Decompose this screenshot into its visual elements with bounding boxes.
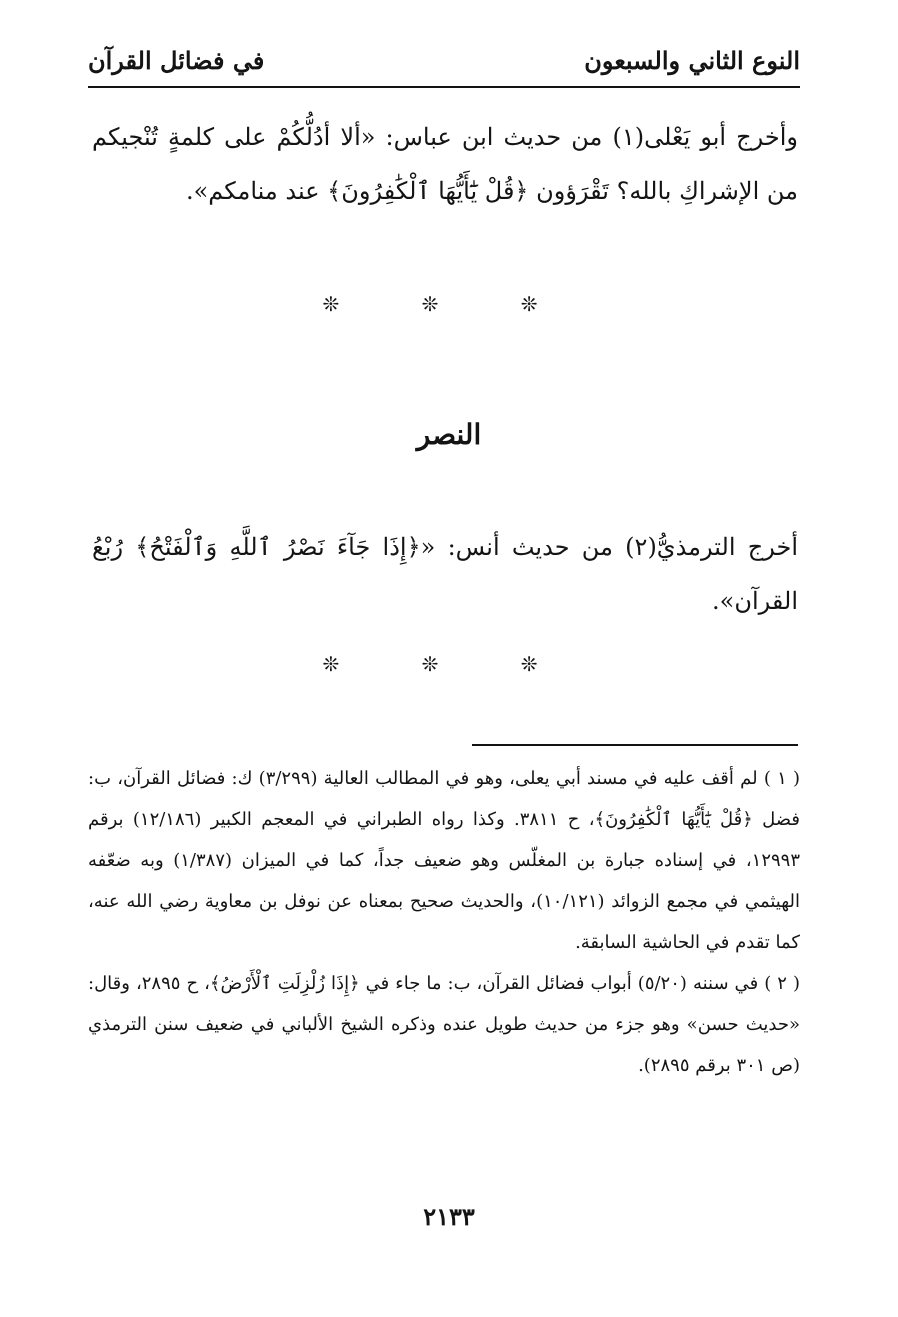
header-book-title: في فضائل القرآن: [88, 46, 265, 75]
running-header: [88, 40, 800, 88]
page-number: ٢١٣٣: [423, 1202, 475, 1231]
footnote-2-text: في سننه (٥/٢٠) أبواب فضائل القرآن، ب: ما جاء في ﴿إِذَا زُلْزِلَتِ ٱلْأَرْضُ﴾، ح ٢٨٩٥، وقال: «حديث حسن» وهو جزء من حديث طويل عنده وذكره الشيخ الألباني في ضعيف سنن الترمذي (ص ٣٠١ برقم ٢٨٩٥).: [88, 973, 800, 1076]
footnote-1-number: ( ١ ): [763, 768, 800, 789]
paragraph-abu-yala: وأخرج أبو يَعْلى(١) من حديث ابن عباس: «ألا أدُلُّكُمْ على كلمةٍ تُنْجيكم من الإشراكِ بالله؟ تَقْرَؤون ﴿قُلْ يَٰٓأَيُّهَا ٱلْكَٰفِرُونَ﴾ عند منامكم».: [92, 123, 798, 205]
footnote-2: [88, 963, 800, 1086]
separator-stars-1: ❊ ❊ ❊: [322, 292, 576, 316]
footnote-divider: [472, 744, 798, 746]
footnote-2-number: ( ٢ ): [764, 973, 800, 994]
footnote-1: [88, 758, 800, 963]
header-chapter-title: النوع الثاني والسبعون: [584, 46, 800, 75]
section-title-nasr: النصر: [416, 418, 482, 451]
footnote-1-text: لم أقف عليه في مسند أبي يعلى، وهو في المطالب العالية (٣/٢٩٩) ك: فضائل القرآن، ب: فضل ﴿قُلْ يَٰٓأَيُّهَا ٱلْكَٰفِرُونَ﴾، ح ٣٨١١. وكذا رواه الطبراني في المعجم الكبير (١٢/١٨٦) برقم ١٢٩٩٣، في إسناده جبارة بن المغلّس وهو ضعيف جداً، كما في الميزان (١/٣٨٧) وبه ضعّفه الهيثمي في مجمع الزوائد (١٠/١٢١)، والحديث صحيح بمعناه عن نوفل بن معاوية رضي الله عنه، كما تقدم في الحاشية السابقة.: [88, 768, 800, 953]
paragraph-tirmidhi: أخرج الترمذيُّ(٢) من حديث أنس: «﴿إِذَا جَآءَ نَصْرُ ٱللَّهِ وَٱلْفَتْحُ﴾ رُبْعُ القرآن».: [92, 533, 798, 615]
separator-stars-2: ❊ ❊ ❊: [322, 652, 576, 676]
footnotes: [88, 758, 800, 1086]
